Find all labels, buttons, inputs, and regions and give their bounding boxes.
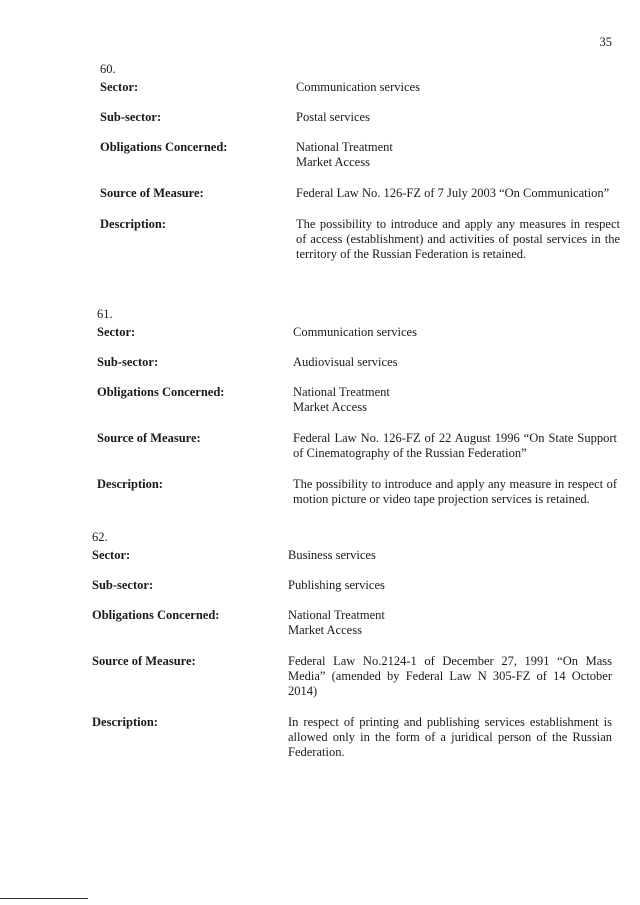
source-value: Federal Law No. 126-FZ of 22 August 1996 “On State Support of Cinematography of the Russian Federation”: [293, 431, 617, 460]
description-row: [97, 477, 637, 507]
obligations-label: Obligations Concerned:: [97, 385, 225, 399]
page-number: 35: [599, 35, 612, 49]
obligation-item: Market Access: [288, 623, 362, 637]
subsector-value: Audiovisual services: [293, 355, 398, 369]
obligation-item: National Treatment: [288, 608, 385, 622]
obligations-row: [100, 140, 640, 170]
description-row: [100, 217, 640, 262]
entry-number: 61.: [97, 307, 113, 321]
obligations-value: [288, 608, 612, 638]
description-label: Description:: [100, 217, 166, 231]
description-label: Description:: [92, 715, 158, 729]
obligations-value: [296, 140, 620, 170]
obligation-item: Market Access: [293, 400, 367, 414]
subsector-value: Postal services: [296, 110, 370, 124]
subsector-row: [92, 578, 632, 593]
sector-row: [92, 548, 632, 563]
description-label: Description:: [97, 477, 163, 491]
subsector-label: Sub-sector:: [97, 355, 159, 369]
source-value: Federal Law No.2124-1 of December 27, 1991 “On Mass Media” (amended by Federal Law N 305-FZ of 14 October 2014): [288, 654, 612, 698]
subsector-row: [97, 355, 637, 370]
description-value: The possibility to introduce and apply any measure in respect of motion picture or video tape projection services is retained.: [293, 477, 617, 506]
reservation-entry-60: [100, 62, 640, 262]
entry-number: 60.: [100, 62, 116, 76]
obligation-item: National Treatment: [293, 385, 390, 399]
subsector-label: Sub-sector:: [100, 110, 162, 124]
obligations-row: [97, 385, 637, 415]
sector-row: [97, 325, 637, 340]
subsector-label: Sub-sector:: [92, 578, 154, 592]
entry-number: 62.: [92, 530, 108, 544]
source-value: Federal Law No. 126-FZ of 7 July 2003 “On Communication”: [296, 186, 610, 200]
footer-rule: [0, 898, 88, 899]
source-label: Source of Measure:: [100, 186, 204, 200]
obligations-value: [293, 385, 617, 415]
subsector-row: [100, 110, 640, 125]
obligations-row: [92, 608, 632, 638]
obligations-label: Obligations Concerned:: [100, 140, 228, 154]
subsector-value: Publishing services: [288, 578, 385, 592]
sector-value: Communication services: [296, 80, 420, 94]
source-row: [97, 431, 637, 461]
sector-label: Sector:: [97, 325, 136, 339]
description-value: In respect of printing and publishing services establishment is allowed only in the form of a juridical person of the Russian Federation.: [288, 715, 612, 759]
source-row: [92, 654, 632, 699]
sector-row: [100, 80, 640, 95]
sector-value: Communication services: [293, 325, 417, 339]
sector-label: Sector:: [92, 548, 131, 562]
description-value: The possibility to introduce and apply any measures in respect of access (establishment) and activities of postal services in the territory of the Russian Federation is retained.: [296, 217, 620, 261]
source-row: [100, 186, 640, 201]
obligations-label: Obligations Concerned:: [92, 608, 220, 622]
source-label: Source of Measure:: [92, 654, 196, 668]
reservation-entry-62: [92, 530, 632, 760]
sector-value: Business services: [288, 548, 376, 562]
sector-label: Sector:: [100, 80, 139, 94]
obligation-item: National Treatment: [296, 140, 393, 154]
obligation-item: Market Access: [296, 155, 370, 169]
description-row: [92, 715, 632, 760]
reservation-entry-61: [97, 307, 637, 507]
source-label: Source of Measure:: [97, 431, 201, 445]
